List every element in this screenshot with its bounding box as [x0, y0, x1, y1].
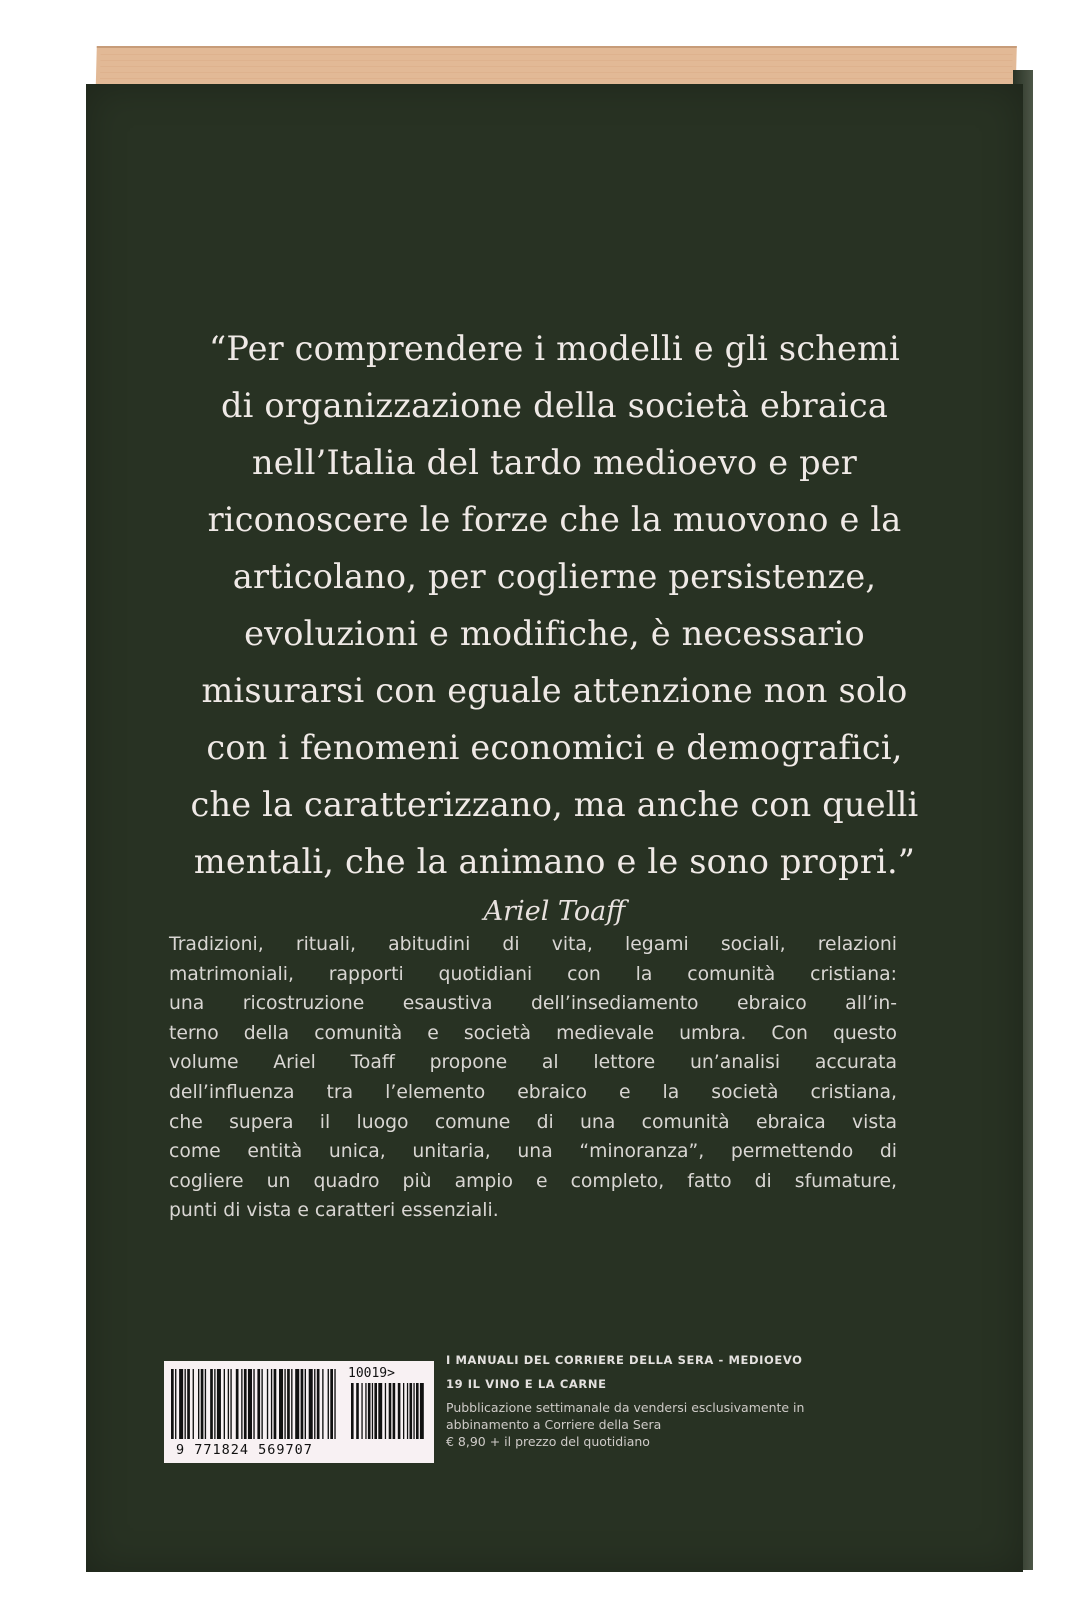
barcode-bar	[224, 1369, 225, 1439]
barcode-addon-bar	[389, 1383, 392, 1439]
price-text: € 8,90 + il prezzo del quotidiano	[446, 1434, 650, 1449]
quote-line: articolano, per coglierne persistenze,	[232, 557, 877, 596]
barcode-addon-bar	[368, 1383, 371, 1439]
description-line: matrimoniali, rapporti quotidiani con la comunità cristiana:	[169, 963, 897, 985]
barcode-bar	[295, 1369, 299, 1439]
barcode-bar	[279, 1369, 283, 1439]
description-line: che supera il luogo comune di una comunità ebraica vista	[169, 1111, 897, 1133]
barcode-bar	[241, 1369, 242, 1439]
barcode-addon-bar	[413, 1383, 414, 1439]
quote-line: mentali, che la animano e le sono propri.”	[193, 842, 916, 881]
barcode-bar	[210, 1369, 213, 1439]
quote-line: “Per comprendere i modelli e gli schemi	[209, 329, 900, 368]
barcode-number: 9 771824 569707	[176, 1442, 313, 1458]
barcode-bar	[244, 1369, 247, 1439]
barcode-bar	[274, 1369, 277, 1439]
quote-line: che la caratterizzano, ma anche con quelli	[190, 785, 919, 824]
barcode-bar	[305, 1369, 306, 1439]
barcode-addon-bar	[374, 1383, 377, 1439]
barcode-bar	[257, 1369, 260, 1439]
barcode-addon-bar	[407, 1383, 408, 1439]
barcode-bar	[261, 1369, 262, 1439]
quote-line: con i fenomeni economici e demografici,	[206, 728, 903, 767]
quote-block	[86, 320, 1023, 890]
description-line: terno della comunità e società medievale umbra. Con questo	[169, 1022, 897, 1044]
volume-title: 19 IL VINO E LA CARNE	[446, 1377, 607, 1391]
description-line: cogliere un quadro più ampio e completo, fatto di sfumature,	[169, 1170, 897, 1192]
barcode-bar	[214, 1369, 215, 1439]
publication-notice	[446, 1399, 804, 1450]
barcode-bar	[284, 1369, 285, 1439]
barcode-bar	[267, 1369, 268, 1439]
description-line: volume Ariel Toaff propone al lettore un’analisi accurata	[169, 1052, 897, 1074]
quote-line: riconoscere le forze che la muovono e la	[207, 500, 902, 539]
publication-info	[446, 1353, 804, 1450]
barcode-bar	[301, 1369, 304, 1439]
barcode-bar	[334, 1369, 335, 1439]
barcode-addon-bar	[365, 1383, 366, 1439]
notice-line: Pubblicazione settimanale da vendersi esclusivamente in	[446, 1400, 805, 1415]
description-line: Tradizioni, rituali, abitudini di vita, legami sociali, relazioni	[169, 934, 897, 955]
barcode-bar	[185, 1369, 186, 1439]
barcode-bar	[198, 1369, 199, 1439]
barcode-bar	[171, 1369, 174, 1439]
barcode-addon-bar	[403, 1383, 404, 1439]
barcode-addon-bar	[378, 1383, 382, 1439]
barcode-bar	[309, 1369, 313, 1439]
barcode-bar	[291, 1369, 292, 1439]
book-description	[169, 930, 897, 1226]
barcode-bar	[287, 1369, 290, 1439]
barcode-addon-bar	[385, 1383, 386, 1439]
barcode-bar	[230, 1369, 231, 1439]
barcode-bar	[217, 1369, 221, 1439]
description-line: punti di vista e caratteri essenziali.	[169, 1200, 499, 1222]
barcode-bar	[248, 1369, 252, 1439]
barcode-bar	[228, 1369, 229, 1439]
quote-line: nell’Italia del tardo medioevo e per	[252, 443, 857, 482]
barcode-addon-bar	[356, 1383, 359, 1439]
barcode-addon-bar	[393, 1383, 396, 1439]
barcode-bar	[205, 1369, 206, 1439]
quote-line: evoluzioni e modifiche, è necessario	[244, 614, 865, 653]
barcode-addon-bar	[351, 1383, 354, 1439]
description-line: dell’influenza tra l’elemento ebraico e la società cristiana,	[169, 1081, 897, 1103]
barcode-bar	[187, 1369, 190, 1439]
barcode-bar	[330, 1369, 333, 1439]
barcode-addon-bar	[398, 1383, 401, 1439]
barcode-bar	[179, 1369, 183, 1439]
barcode-addon-bar	[420, 1383, 424, 1439]
quote-line: misurarsi con eguale attenzione non solo	[201, 671, 908, 710]
barcode-addon-bar	[361, 1383, 362, 1439]
barcode-bar	[322, 1369, 323, 1439]
barcode-bar	[193, 1369, 194, 1439]
description-line: come entità unica, unitaria, una “minoranza”, permettendo di	[169, 1141, 897, 1163]
description-line: una ricostruzione esaustiva dell’insediamento ebraico all’in-	[169, 993, 897, 1015]
barcode-addon-bar	[416, 1383, 419, 1439]
barcode-bar	[314, 1369, 315, 1439]
barcode-bar	[253, 1369, 254, 1439]
barcode	[164, 1361, 434, 1463]
barcode-addon: 10019>	[348, 1366, 395, 1381]
barcode-bar	[175, 1369, 176, 1439]
barcode-bar	[271, 1369, 272, 1439]
barcode-addon-bar	[410, 1383, 413, 1439]
barcode-bar	[201, 1369, 204, 1439]
notice-line: abbinamento a Corriere della Sera	[446, 1417, 662, 1432]
series-title: I MANUALI DEL CORRIERE DELLA SERA - MEDIOEVO	[446, 1353, 803, 1367]
barcode-addon-bar	[372, 1383, 373, 1439]
barcode-bar	[236, 1369, 239, 1439]
quote-line: di organizzazione della società ebraica	[220, 386, 889, 425]
barcode-bar	[317, 1369, 320, 1439]
quote-author: Ariel Toaff	[483, 896, 626, 927]
back-cover	[86, 84, 1023, 1572]
barcode-bar	[328, 1369, 329, 1439]
